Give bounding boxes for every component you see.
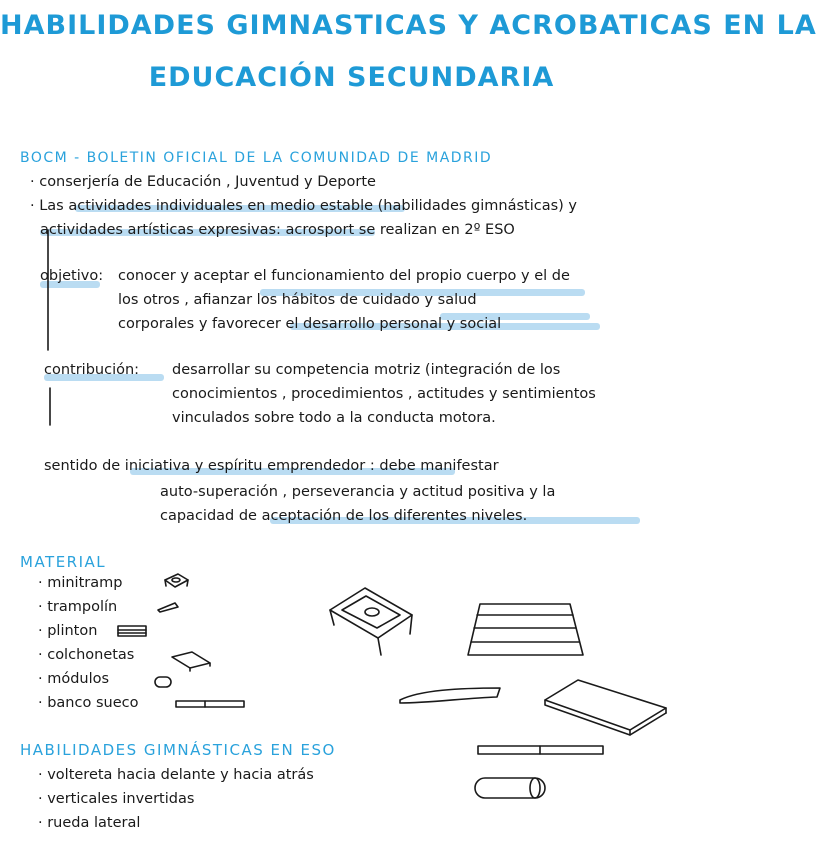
plinton-icon (118, 626, 146, 636)
objetivo-label: objetivo: (40, 268, 104, 284)
material-item: · colchonetas (38, 647, 135, 663)
minitramp-drawing (330, 588, 412, 655)
habilidades-heading: HABILIDADES GIMNÁSTICAS EN ESO (20, 741, 336, 759)
intro-line-3: actividades artísticas expresivas: acrosport se realizan en 2º ESO (40, 222, 515, 238)
habilidad-item: · rueda lateral (38, 815, 141, 831)
minitramp-icon (165, 574, 188, 587)
banco-sueco-drawing (478, 746, 603, 754)
modulo-icon (155, 677, 171, 687)
material-item: · plinton (38, 623, 98, 639)
material-item: · trampolín (38, 599, 118, 615)
colchoneta-drawing (545, 680, 666, 735)
sentido-line-1: sentido de iniciativa y espíritu emprendedor : debe manifestar (44, 458, 499, 474)
contribucion-line-2: conocimientos , procedimientos , actitudes y sentimientos (172, 386, 596, 402)
page-title-line-1: HABILIDADES GIMNASTICAS Y ACROBATICAS EN LA (0, 10, 817, 41)
objetivo-line-3: corporales y favorecer el desarrollo personal y social (118, 316, 502, 332)
source-heading: BOCM - BOLETIN OFICIAL DE LA COMUNIDAD DE MADRID (20, 150, 493, 166)
material-item: · minitramp (38, 575, 123, 591)
contribucion-line-3: vinculados sobre todo a la conducta motora. (172, 410, 496, 426)
contribucion-line-1: desarrollar su competencia motriz (integración de los (172, 362, 561, 378)
habilidad-item: · verticales invertidas (38, 791, 195, 807)
material-heading: MATERIAL (20, 553, 107, 571)
sentido-line-2: auto-superación , perseverancia y actitud positiva y la (160, 484, 556, 500)
trampolin-icon (158, 603, 178, 612)
intro-line-1: · conserjería de Educación , Juventud y Deporte (30, 174, 376, 190)
trampolin-drawing (400, 688, 500, 703)
objetivo-line-1: conocer y aceptar el funcionamiento del propio cuerpo y el de (118, 268, 570, 284)
objetivo-line-2: los otros , afianzar los hábitos de cuidado y salud (118, 292, 477, 308)
material-item: · módulos (38, 671, 110, 687)
page-title-line-2: EDUCACIÓN SECUNDARIA (148, 62, 555, 93)
plinton-drawing (468, 604, 583, 655)
colchoneta-icon (172, 652, 210, 671)
modulo-drawing (475, 778, 545, 798)
material-item: · banco sueco (38, 695, 139, 711)
habilidad-item: · voltereta hacia delante y hacia atrás (38, 767, 314, 783)
intro-line-2: · Las actividades individuales en medio estable (habilidades gimnásticas) y (30, 198, 578, 214)
banco-sueco-icon (176, 701, 244, 707)
sentido-line-3: capacidad de aceptación de los diferentes niveles. (160, 508, 528, 524)
contribucion-label: contribución: (44, 362, 140, 378)
